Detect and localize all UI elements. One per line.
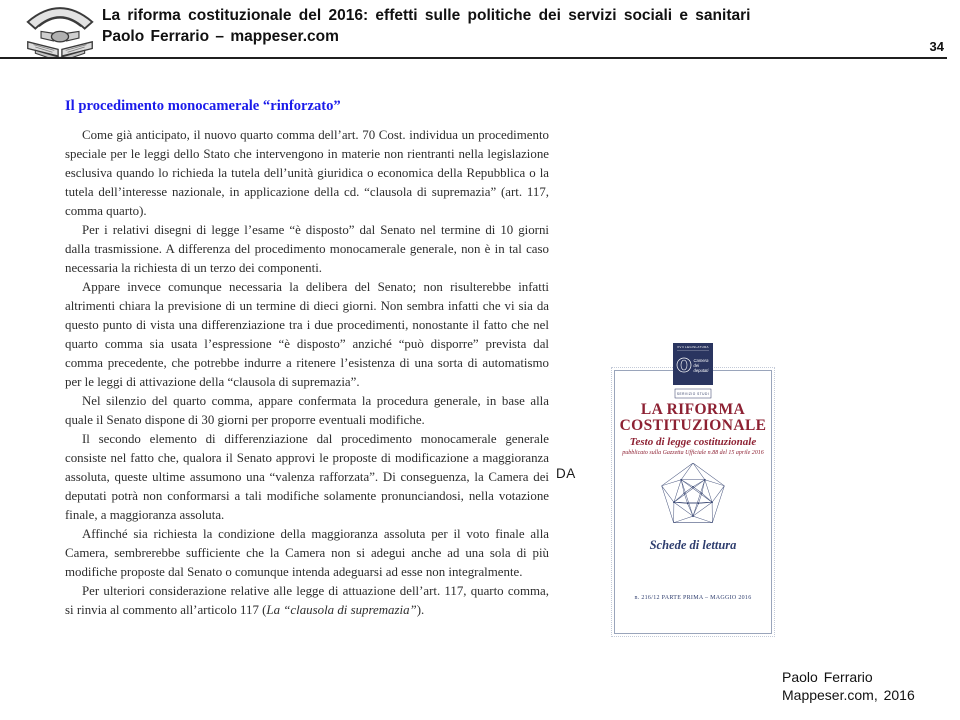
cover-schede-di-lettura: Schede di lettura (649, 538, 737, 552)
cover-title-line2: COSTITUZIONALE (619, 417, 767, 435)
page-title: La riforma costituzionale del 2016: effetti sulle politiche dei servizi sociali e sanitari (102, 7, 751, 24)
emblem-servizio-studi-text: SERVIZIO STUDI (676, 392, 710, 396)
emblem-camera-text: Camera (693, 358, 709, 363)
article-paragraph: Per i relativi disegni di legge l’esame “è disposto” dal Senato nel termine di 10 giorni dalla trasmissione. A differenza del procedimento monocamerale generale, non è in tal caso necessaria la richiesta di un terzo dei componenti. (65, 223, 549, 276)
article-paragraph-final (65, 582, 549, 620)
emblem-deputati-text: deputati (693, 368, 709, 373)
cover-title-line1: LA RIFORMA (640, 401, 746, 418)
emblem-dei-text: dei (693, 363, 700, 368)
header-divider (0, 57, 947, 59)
header-title-block (102, 7, 750, 46)
emblem-legislature-text: XVII LEGISLATURA (677, 345, 709, 350)
final-paragraph-italic: La “clausola di supremazia” (266, 602, 417, 617)
da-label: DA (556, 466, 576, 481)
attribution-site-year: Mappeser.com, 2016 (782, 687, 915, 704)
book-cover (605, 338, 781, 640)
cover-gazzetta-note: pubblicato sulla Gazzetta Ufficiale n.88 del 15 aprile 2016 (622, 450, 764, 456)
article-scan (65, 96, 549, 620)
dome-wireframe-icon (657, 463, 729, 529)
article-paragraph: Nel silenzio del quarto comma, appare confermata la procedura generale, in base alla quale il Senato dispone di 30 giorni per proporre eventuali modifiche. (65, 394, 549, 427)
cover-issue-footer: n. 216/12 PARTE PRIMA – MAGGIO 2016 (634, 595, 752, 601)
cover-title (605, 402, 781, 435)
article-paragraph: Appare invece comunque necessaria la delibera del Senato; non risulterebbe infatti altrimenti chiara la previsione di un termine di dieci giorni. Non sembra infatti che vi sia da questo punto di vista una differenziazione tra i due procedimenti, nonostante il fatto che nel quarto comma sia usata l’espressione “è disposto” anziché “può disporre” prevista dal comma precedente, che potrebbe indurre a ritenere l’esistenza di una sorta di automatismo per le leggi di attivazione della “clausola di supremazia”. (65, 280, 549, 390)
page-subtitle: Paolo Ferrario – mappeser.com (102, 28, 339, 45)
article-paragraph: Il secondo elemento di differenziazione dal procedimento monocamerale generale consiste nel fatto che, qualora il Senato approvi le proposte di modificazione a maggioranza assoluta, queste ultime assumono una “valenza rafforzata”. Di conseguenza, la Camera dei deputati potrà non conformarsi a tali modifiche solamente pronunciandosi, nella votazione finale, a maggioranza assoluta. (65, 431, 549, 522)
mappeser-logo-icon (10, 2, 110, 57)
article-paragraph: Affinché sia richiesta la condizione della maggioranza assoluta per il voto finale alla Camera, sembrerebbe sufficiente che la Camera non si adegui anche ad una sola di più modifiche proposte dal Senato o comunque intenda adeguarsi ad esse non integralmente. (65, 526, 549, 579)
article-heading: Il procedimento monocamerale “rinforzato” (65, 98, 341, 114)
article-paragraph: Come già anticipato, il nuovo quarto comma dell’art. 70 Cost. individua un procedimento speciale per le leggi dello Stato che intervengono in materie non rientranti nella legislazione esclusiva quando lo richieda la tutela dell’unità giuridica o economica della Repubblica o la tutela dell’interesse nazionale, in applicazione della cd. “clausola di supremazia” (art. 117, comma quarto). (65, 128, 549, 219)
final-paragraph-suffix: ). (416, 602, 425, 617)
attribution (782, 668, 915, 704)
camera-deputati-emblem-icon (673, 343, 713, 399)
final-paragraph-text: Per ulteriori considerazione relative alle legge di attuazione dell’art. 117, quarto comma, si rinvia al commento all’articolo 117 ( (65, 583, 549, 617)
attribution-author: Paolo Ferrario (782, 669, 873, 685)
slide-page-number: 34 (929, 39, 944, 54)
cover-subtitle: Testo di legge costituzionale (629, 436, 757, 448)
